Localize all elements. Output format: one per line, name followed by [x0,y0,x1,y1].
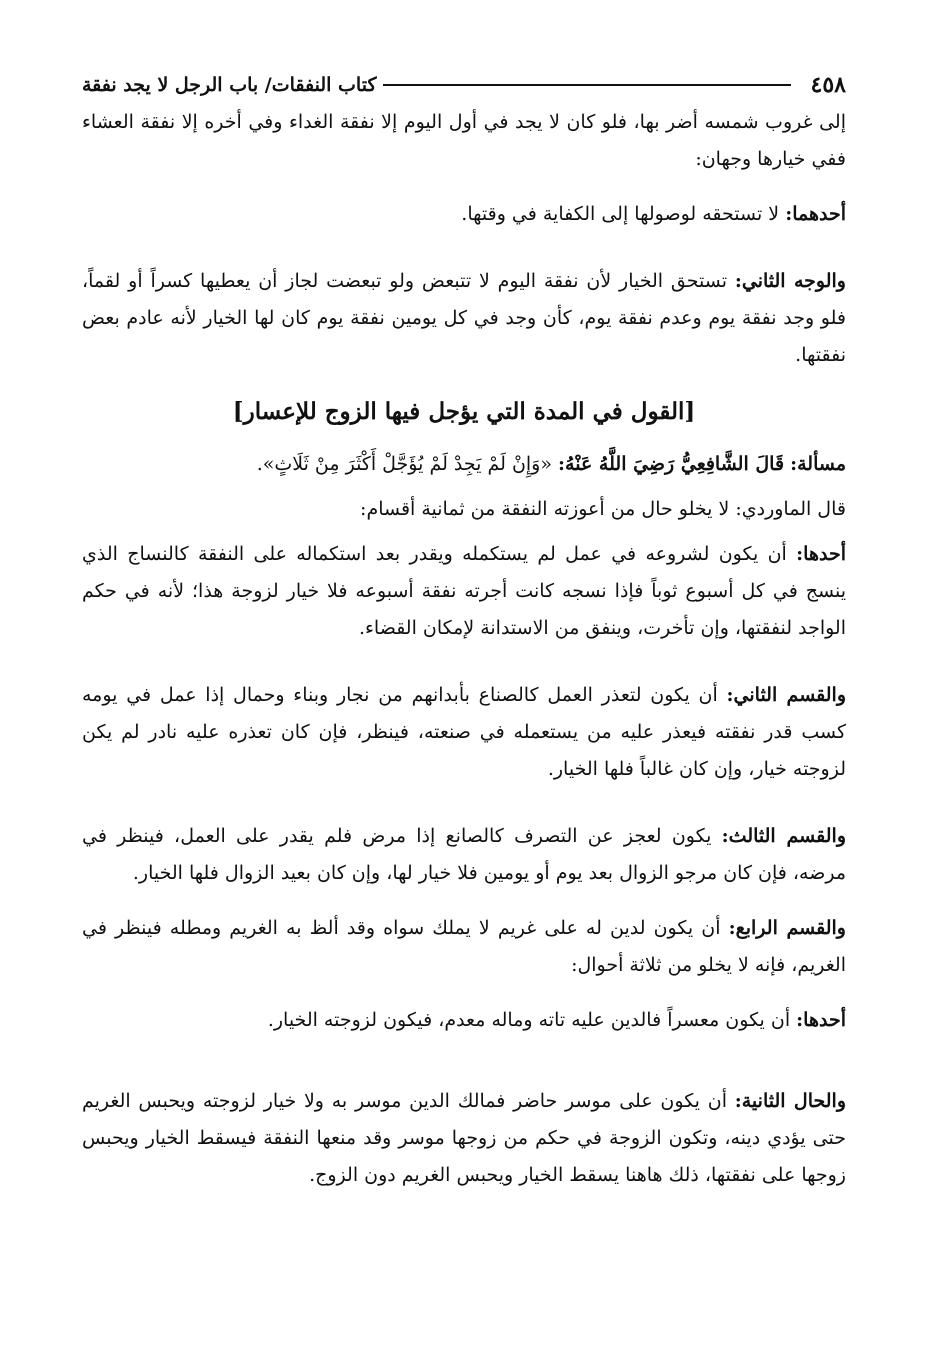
section-heading: [القول في المدة التي يؤجل فيها الزوج للإعسار] [232,398,696,425]
paragraph-text: أن يكون لشروعه في عمل لم يستكمله ويقدر بعد استكماله على النفقة كالنساج الذي ينسج في كل أسبوع ثوباً فإذا نسجه كانت أجرته نفقة أسبوعه فلا خيار لزوجة هذا؛ لأنه في حكم الواجد لنفقتها، وإن تأخرت، وينفق من الاستدانة لإمكان القضاء. [82,543,846,639]
paragraph-text: إلى غروب شمسه أضر بها، فلو كان لا يجد في أول اليوم إلا نفقة الغداء وفي أخره إلا نفقة العشاء ففي خيارها وجهان: [82,111,846,170]
paragraph [82,196,846,233]
paragraph-lead: والقسم الثاني: [726,684,847,706]
paragraph [82,263,846,374]
paragraph-text: لا تستحقه لوصولها إلى الكفاية في وقتها. [461,203,780,225]
masala-quote: «وَإِنْ لَمْ يَجِدْ لَمْ يُؤَجَّلْ أَكْثَرَ مِنْ ثَلَاثٍ». [256,453,552,475]
paragraph [82,1083,846,1194]
paragraph [82,677,846,788]
page-header [82,70,846,100]
header-rule [383,84,791,86]
paragraph [82,910,846,984]
paragraph-text: تستحق الخيار لأن نفقة اليوم لا تتبعض ولو تبعضت لجاز أن يعطيها كسراً أو لقماً، فلو وجد نفقة يوم وعدم نفقة يوم، كأن وجد في كل يومين نفقة يوم كان لها الخيار لأنه عادم بعض نفقتها. [82,270,846,366]
paragraph-text: أن يكون لتعذر العمل كالصناع بأبدانهم من نجار وبناء وحمال إذا عمل في يومه كسب قدر نفقته فيعذر عليه من يستعمله في صنعته، فينظر، فإن كان تعذره عليه نادر لم يكن لزوجته خيار، وإن كان غالباً فلها الخيار. [82,684,846,780]
paragraph-lead: والقسم الرابع: [728,917,846,939]
paragraph-text: يكون لعجز عن التصرف كالصانع إذا مرض فلم يقدر على العمل، فينظر في مرضه، فإن كان مرجو الزوال بعد يوم أو يومين فلا خيار لها، وإن كان بعيد الزوال فلها الخيار. [82,825,846,884]
paragraph-text: قال الماوردي: لا يخلو حال من أعوزته النفقة من ثمانية أقسام: [360,498,846,520]
paragraph [82,536,846,647]
masala-lead: مسألة: [790,453,846,475]
paragraph-lead: أحدها: [796,1009,846,1031]
running-title: كتاب النفقات/ باب الرجل لا يجد نفقة [82,74,377,96]
paragraph [82,818,846,892]
paragraph-text: أن يكون لدين له على غريم لا يملك سواه وقد ألظ به الغريم ومطله فينظر في الغريم، فإنه لا يخلو من ثلاثة أحوال: [82,917,846,976]
paragraph-lead: والوجه الثاني: [734,270,846,292]
page-number: ٤٥٨ [810,72,846,98]
paragraph-text: أن يكون معسراً فالدين عليه تاته وماله معدم، فيكون لزوجته الخيار. [267,1009,791,1031]
paragraph-lead: والحال الثانية: [734,1090,846,1112]
paragraph-lead: والقسم الثالث: [721,825,846,847]
masala-paragraph [82,446,846,483]
paragraph [82,491,846,528]
paragraph [82,1002,846,1039]
paragraph [82,104,846,178]
paragraph-lead: أحدها: [796,543,846,565]
page-body [82,104,846,1194]
masala-attribution: قَالَ الشَّافِعِيُّ رَضِيَ اللَّهُ عَنْهُ: [558,453,785,475]
paragraph-text: أن يكون على موسر حاضر فمالك الدين موسر به ولا خيار لزوجته ويحبس الغريم حتى يؤدي دينه، وتكون الزوجة في حكم من زوجها موسر وقد منعها النفقة فيسقط الخيار ويحبس زوجها على نفقتها، ذلك هاهنا يسقط الخيار ويحبس الغريم دون الزوج. [82,1090,846,1186]
paragraph-lead: أحدهما: [785,203,846,225]
